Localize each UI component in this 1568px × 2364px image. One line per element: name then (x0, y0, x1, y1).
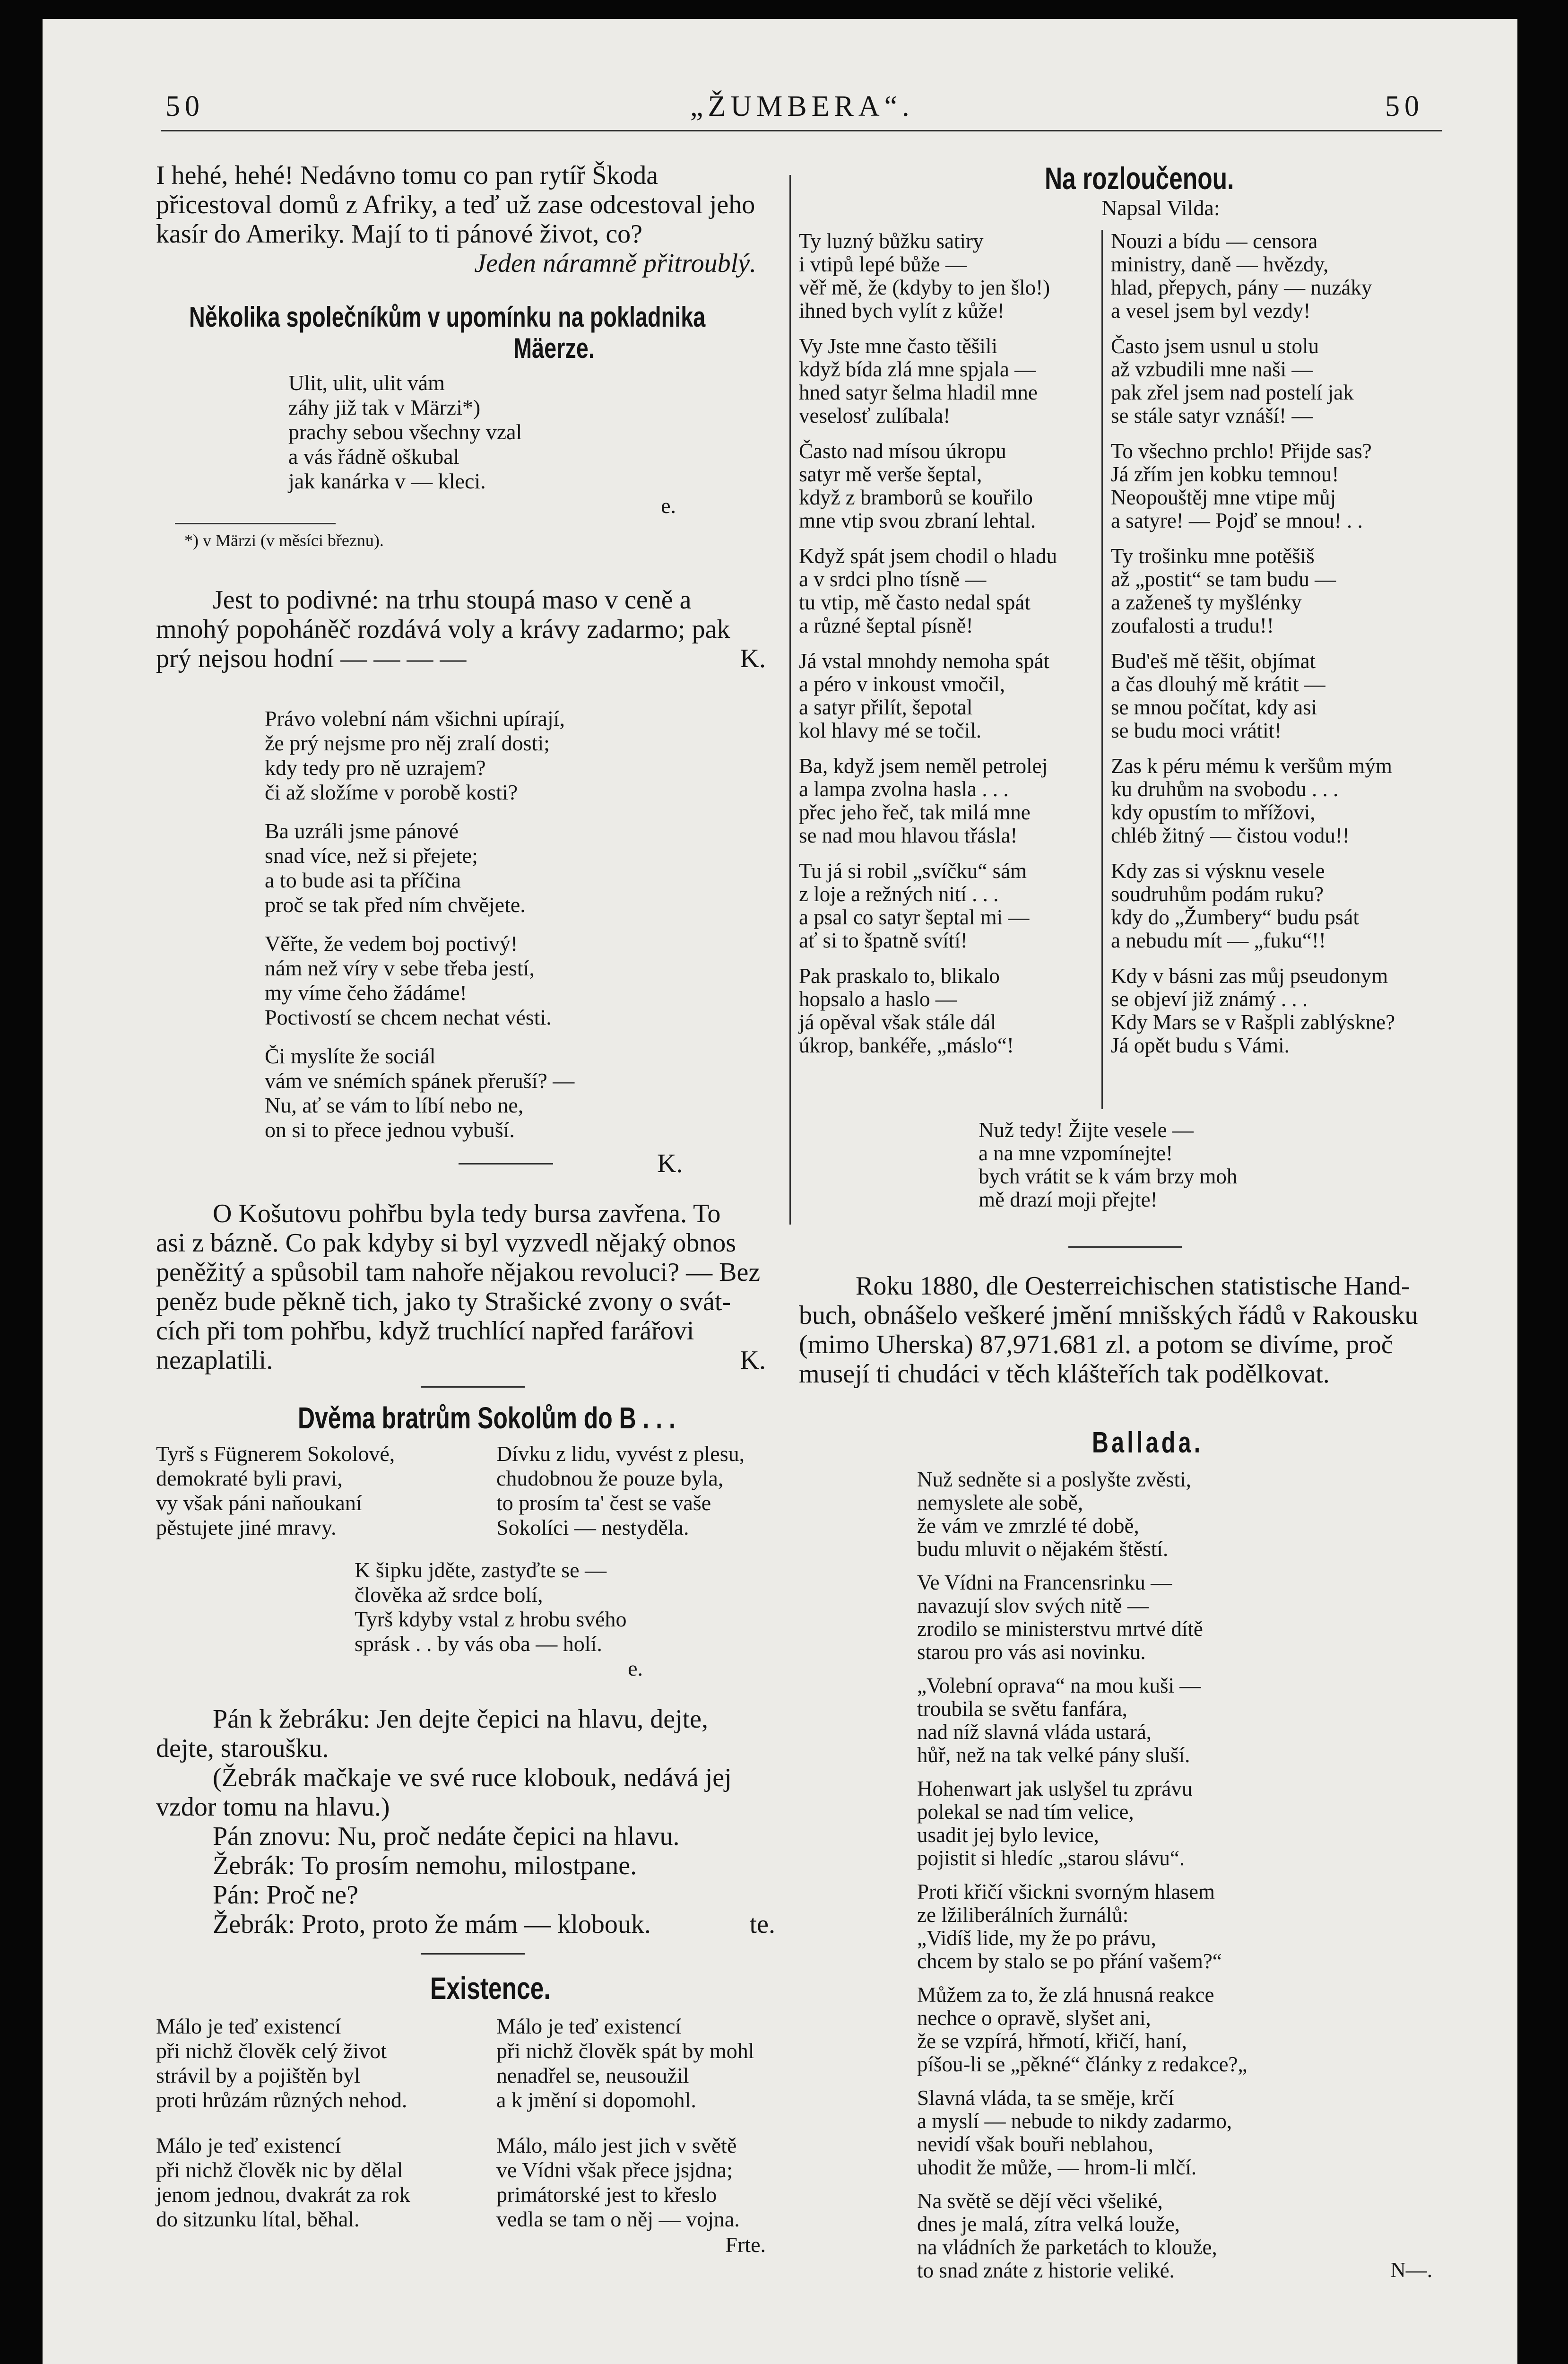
signature: K. (657, 1149, 683, 1178)
poem-column-right: Nouzi a bídu — censora ministry, daně — hvězdy, hlad, přepych, pány — nuzáky a vesel jsem byl vezdy! Často jsem usnul u stolu až vzbudili mne naši — pak zřel jsem nad postelí jak se stále satyr vznáší! — To všechno prchlo! Přijde sas? Já zřím jen kobku temnou! Neopouštěj mne vtipe můj a satyre! — Pojď se mnou! . . Ty trošinku mne potěšiš až „postit“ se tam budu — a zaženeš ty myšlénky zoufalosti a trudu!! Bud'eš mě těšit, objímat a čas dlouhý mě krátit — se mnou počítat, kdy asi se budu moci vrátit! Zas k péru mému k veršům mým ku druhům na svobodu . . . kdy opustím to mřížovi, chléb žitný — čistou vodu!! Kdy zas si výsknu vesele soudruhům podám ruku? kdy do „Žumbery“ budu psát a nebudu mít — „fuku“!! Kdy v básni zas můj pseudonym se objeví již známý . . . Kdy Mars se v Rašpli zablýskne? Já opět budu s Vámi. (1111, 229, 1395, 1057)
poem-title: Ballada. (1092, 1426, 1204, 1459)
newspaper-title: „ŽUMBERA“. (690, 90, 914, 122)
poem-na-rozloucenou (799, 230, 1451, 1246)
left-column: I hehé, hehé! Nedávno tomu co pan rytíř Škoda přicestoval domů z Afriky, a teď už zase odcestoval jeho kasír do Ameriky. Mají to ti pánové život, co? Jeden náramně přitroublý. Několika společníkům v upomínku na pokladnika Mäerze. Ulit, ulit, ulit vám záhy již tak v Märzi*) prachy sebou všechny vzal a vás řádně oškubal jak kanárka v — kleci. e. *) v Märzi (v měsíci březnu). Jest to podivné: na trhu stoupá maso v ceně a mnohý popoháněč rozdává voly a krávy zadarmo; pak prý nejsou hodní — — — — K. Právo volební nám všichni upírají, že prý nejsme pro něj zralí dosti; kdy tedy pro ně uzrajem? či až složíme v porobě kosti? Ba uzráli jsme pánové snad více, než si přejete; a to bude asi ta příčina proč se tak před ním chvějete. Věřte, že vedem boj poctivý! nám než víry v sebe třeba jestí, my víme čeho žádáme! Poctivostí se chcem nechat vésti. Či myslíte že sociál vám ve snémích spánek přeruší? — Nu, ať se vám to líbí nebo ne, on si to přece jednou vybuší. K. O Košutovu pohřbu byla tedy bursa zavřena. To asi z bázně. Co pak kdyby si byl vyzvedl nějaký obnos peněžitý a spůsobil tam nahoře nějakou revoluci? — Bez peněz bude pěkně tich, jako ty Strašické zvony o svát- cích při tom pohřbu, když truchlící napřed farářovi nezaplatili. K. Dvěma bratrům Sokolům do B . . . Tyrš s Fügnerem Sokolové, demokraté byli pravi, vy však páni naňoukaní pěstujete jiné mravy. Dívku z lidu, vyvést z plesu, chudobnou že pouze byla, to prosím ta' čest se vaše Sokolíci — nestyděla. K šipku jděte, zastyďte se — člověka až srdce bolí, Tyrš kdyby vstal z hrobu svého sprásk . . by vás oba — holí. e. Pán k žebráku: Jen dejte čepici na hlavu, dejte, dejte, staroušku. (Žebrák mačkaje ve své ruce klobouk, nedává jej vzdor tomu na hlavu.) Pán znovu: Nu, proč nedáte čepici na hlavu. Žebrák: To prosím nemohu, milostpane. Pán: Proč ne? Žebrák: Proto, proto že mám — klobouk. te. Existence. Málo je teď existencí při nichž člověk celý život strávil by a pojištěn byl proti hrůzám různých nehod. Málo je teď existencí při nichž člověk spát by mohl nenadřel se, neusoužil a k jmění si dopomohl. Málo je teď existencí při nichž člověk nic by dělal jenom jednou, dvakrát za rok do sitzunku lítal, běhal. Málo, málo jest jich v světě ve Vídni však přece jsjdna; primátorské jest to křeslo vedla se tam o něj — vojna. Frte. (156, 161, 785, 2257)
paragraph-skoda: I hehé, hehé! Nedávno tomu co pan rytíř Škoda přicestoval domů z Afriky, a teď už zase odcestoval jeho kasír do Ameriky. Mají to ti pánové život, co? (156, 161, 755, 249)
section-title: Dvěma bratrům Sokolům do B . . . (298, 1401, 676, 1435)
poem-existence: Málo je teď existencí při nichž člověk celý život strávil by a pojištěn byl proti hrůzám různých nehod. Málo je teď existencí při nichž člověk spát by mohl nenadřel se, neusoužil a k jmění si dopomohl. (156, 2014, 754, 2112)
signature: Frte. (725, 2233, 766, 2257)
page-number-right: 50 (1385, 90, 1424, 122)
signature: N—. (1390, 2258, 1432, 2282)
section-rule (421, 1386, 525, 1388)
right-column (799, 161, 1451, 2282)
poem-column-divider (1101, 230, 1103, 1109)
poem-sokolove: Tyrš s Fügnerem Sokolové, demokraté byli pravi, vy však páni naňoukaní pěstujete jiné mravy. Dívku z lidu, vyvést z plesu, chudobnou že pouze byla, to prosím ta' čest se vaše Sokolíci — nestyděla. (156, 1442, 745, 1539)
column-divider (789, 175, 791, 1225)
poem-column-left: Ty luzný bůžku satiry i vtipů lepé bůže — věř mě, že (kdyby to jen šlo!) ihned bych vylít z kůže! Vy Jste mne často těšili když bída zlá mne spjala — hned satyr šelma hladil mne veselosť zulíbala! Často nad mísou úkropu satyr mě verše šeptal, když z bramborů se kouřilo mne vtip svou zbraní lehtal. Když spát jsem chodil o hladu a v srdci plno tísně — tu vtip, mě často nedal spát a různé šeptal písně! Já vstal mnohdy nemoha spát a péro v inkoust vmočil, a satyr přilít, šepotal kol hlavy mé se točil. Ba, když jsem neměl petrolej a lampa zvolna hasla . . . přec jeho řeč, tak milá mne se nad mou hlavou třásla! Tu já si robil „svíčku“ sám z loje a režných nití . . . a psal co satyr šeptal mi — ať si to špatně svítí! Pak praskalo to, blikalo hopsalo a haslo — já opěval však stále dál úkrop, bankéře, „máslo“! (799, 229, 1057, 1057)
header-rule (161, 130, 1442, 131)
poem-pravo-volebni: Právo volební nám všichni upírají, že prý nejsme pro něj zralí dosti; kdy tedy pro ně uzrajem? či až složíme v porobě kosti? Ba uzráli jsme pánové snad více, než si přejete; a to bude asi ta příčina proč se tak před ním chvějete. Věřte, že vedem boj poctivý! nám než víry v sebe třeba jestí, my víme čeho žádáme! Poctivostí se chcem nechat vésti. Či myslíte že sociál vám ve snémích spánek přeruší? — Nu, ať se vám to líbí nebo ne, on si to přece jednou vybuší. (265, 706, 575, 1142)
page-number-left: 50 (165, 90, 204, 122)
section-rule (421, 1953, 525, 1955)
footnote-rule (175, 523, 336, 524)
poem-title: Na rozloučenou. (1045, 161, 1234, 196)
signature: K. (740, 1346, 766, 1375)
poem-title: Několika společníkům v upomínku na pokladnika Mäerze. (189, 301, 706, 364)
paragraph-kosut: O Košutovu pohřbu byla tedy bursa zavřena. To asi z bázně. Co pak kdyby si byl vyzvedl nějaký obnos peněžitý a spůsobil tam nahoře nějakou revoluci? — Bez peněz bude pěkně tich, jako ty Strašické zvony o svát- cích při tom pohřbu, když truchlící napřed farářovi nezaplatili. (156, 1199, 761, 1375)
byline: Napsal Vilda: (1101, 196, 1220, 220)
poem-closing-stanza: Nuž tedy! Žijte vesele — a na mne vzpomínejte! bych vrátit se k vám brzy moh mě drazí moji přejte! (979, 1118, 1238, 1211)
signature: K. (740, 644, 766, 673)
dialog-zebrak: Pán k žebráku: Jen dejte čepici na hlavu, dejte, dejte, staroušku. (Žebrák mačkaje ve své ruce klobouk, nedává jej vzdor tomu na hlavu.) Pán znovu: Nu, proč nedáte čepici na hlavu. Žebrák: To prosím nemohu, milostpane. Pán: Proč ne? Žebrák: Proto, proto že mám — klobouk. (156, 1704, 732, 1939)
newspaper-page (43, 19, 1517, 2364)
signature: te. (749, 1910, 775, 1939)
poem-stanza: Ulit, ulit, ulit vám záhy již tak v Märzi*) prachy sebou všechny vzal a vás řádně oškubal jak kanárka v — kleci. (288, 371, 522, 493)
section-rule (1068, 1246, 1182, 1248)
paragraph-statistika: Roku 1880, dle Oesterreichischen statistische Hand- buch, obnášelo veškeré jmění mnišských řádů v Rakousku (mimo Uherska) 87,971.681 zl. a potom se divíme, proč musejí ti chudáci v těch klášteřích tak podělkovat. (799, 1271, 1418, 1389)
footnote: *) v Märzi (v měsíci březnu). (184, 531, 384, 550)
section-title: Existence. (430, 1971, 551, 2006)
signature: e. (661, 494, 676, 518)
section-rule (459, 1163, 553, 1165)
signature: e. (628, 1656, 643, 1680)
paragraph-maso: Jest to podivné: na trhu stoupá maso v ceně a mnohý popoháněč rozdává voly a krávy zadarmo; pak prý nejsou hodní — — — — (156, 585, 730, 673)
poem-ballada: Nuž sedněte si a poslyšte zvěsti, nemyslete ale sobě, že vám ve zmrzlé té době, budu mluvit o nějakém štěstí. Ve Vídni na Francensrinku — navazují slov svých nitě — zrodilo se ministerstvu mrtvé dítě starou pro vás asi novinku. „Volební oprava“ na mou kuši — troubila se světu fanfára, nad níž slavná vláda ustará, hůř, než na tak velké pány sluší. Hohenwart jak uslyšel tu zprávu polekal se nad tím velice, usadit jej bylo levice, pojistit si hledíc „starou slávu“. Proti křičí všickni svorným hlasem ze lžiliberálních žurnálů: „Vidíš lide, my že po právu, chcem by stalo se po přání vašem?“ Můžem za to, že zlá hnusná reakce nechce o opravě, slyšet ani, že se vzpírá, hřmotí, křičí, haní, píšou-li se „pěkné“ články z redakce?„ Slavná vláda, ta se směje, krčí a myslí — nebude to nikdy zadarmo, nevidí však bouři neblahou, uhodit že může, — hrom-li mlčí. Na světě se dějí věci všeliké, dnes je malá, zítra velká louže, na vládních že parketách to klouže, to snad znáte z historie veliké. (917, 1468, 1247, 2282)
signature: Jeden náramně přitroublý. (474, 249, 756, 278)
